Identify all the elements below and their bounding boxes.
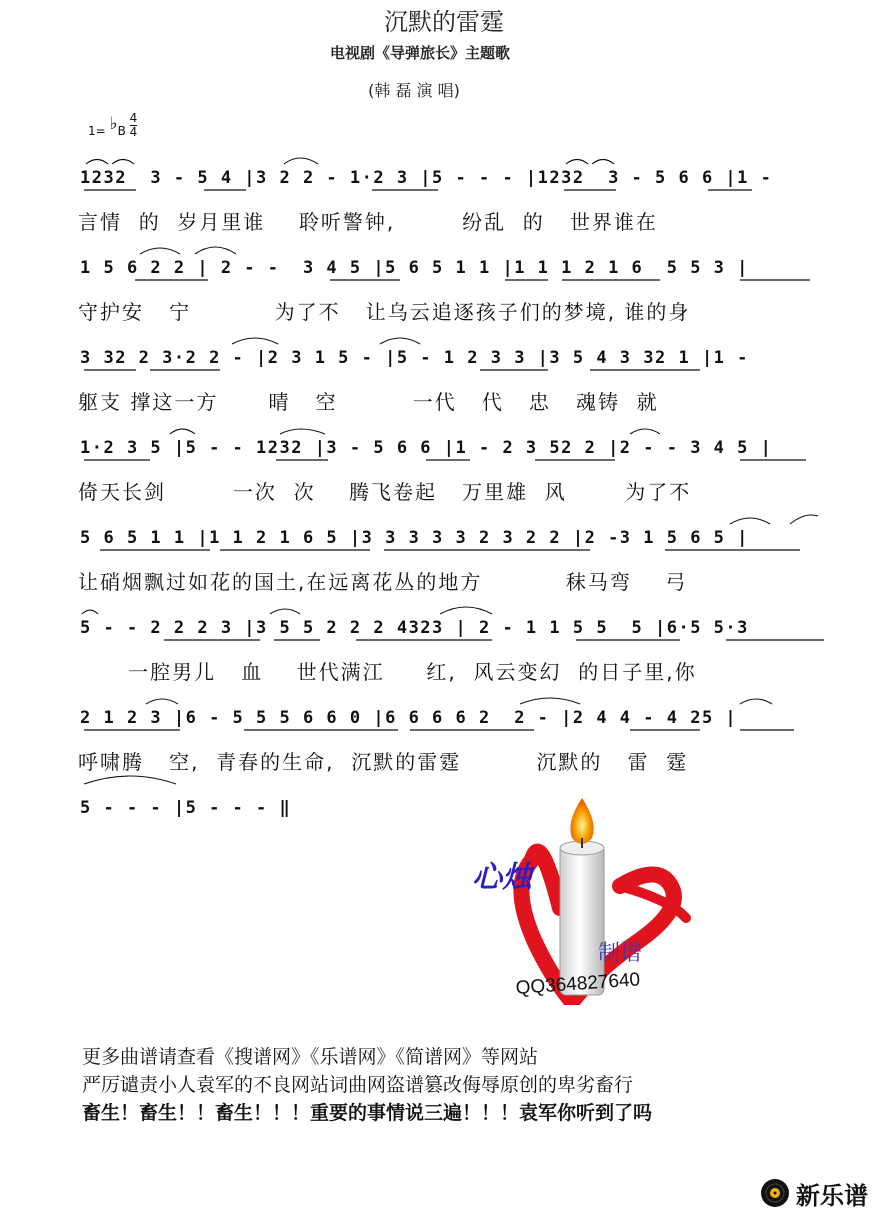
score-lyrics-7: 呼啸腾 空, 青春的生命, 沉默的雷霆 沉默的 雷 霆 (78, 750, 689, 774)
logo-text: 心烛 (472, 860, 532, 895)
song-subtitle: 电视剧《导弹旅长》主题歌 (329, 44, 510, 62)
key-prefix: 1= (88, 124, 106, 138)
score-notes-4: 1·2 3 5 |5 - - 1232 |3 - 5 6 6 |1 - 2 3 52 2 |2 - - 3 4 5 | (80, 438, 773, 458)
vinyl-record-icon (760, 1178, 790, 1208)
brand-name: 新乐谱 (796, 1181, 868, 1210)
tie-arc (592, 160, 614, 165)
tie-arc (740, 699, 772, 704)
time-bottom: 4 (129, 125, 138, 139)
score-lyrics-5: 让硝烟飘过如花的国土,在远离花丛的地方 秣马弯 弓 (78, 570, 688, 594)
tie-arc (140, 248, 180, 254)
score-lyrics-3: 躯支 撑这一方 晴 空 一代 代 忠 魂铸 就 (78, 390, 659, 414)
tie-arc (630, 429, 660, 434)
key-signature (88, 111, 138, 145)
tie-arc (730, 518, 770, 524)
tie-arc (84, 776, 176, 784)
tie-arc (380, 338, 420, 344)
footer-line-2: 严厉谴责小人袁军的不良网站词曲网盗谱篡改侮辱原创的卑劣畜行 (82, 1074, 634, 1096)
tie-arc (195, 247, 236, 254)
score-notes-5: 5 6 5 1 1 |1 1 2 1 6 5 |3 3 3 3 3 2 3 2 2 |2 -3 1 5 6 5 | (80, 528, 749, 548)
footer-line-3: 畜生！畜生！！畜生！！！重要的事情说三遍！！！袁军你听到了吗 (82, 1102, 653, 1124)
tie-arc (270, 609, 300, 614)
tie-arc (112, 160, 134, 165)
score-notes-2: 1 5 6 2 2 | 2 - - 3 4 5 |5 6 5 1 1 |1 1 1 2 1 6 5 5 3 | (80, 258, 749, 278)
tie-arc (170, 429, 195, 434)
score-notes-1: 1232 3 - 5 4 |3 2 2 - 1·2 3 |5 - - - |1232 3 - 5 6 6 |1 - (80, 168, 773, 188)
tie-arc (232, 338, 278, 344)
flat-sign: ♭ (109, 114, 118, 134)
score-notes-6: 5 - - 2 2 2 3 |3 5 5 2 2 2 4323 | 2 - 1 1 5 5 5 |6·5 5·3 (80, 618, 749, 638)
song-title: 沉默的雷霆 (384, 8, 504, 36)
time-signature (130, 112, 138, 139)
tie-arc (440, 607, 492, 614)
score-lyrics-6: 一腔男儿 血 世代满江 红, 风云变幻 的日子里,你 (78, 660, 697, 684)
score-notes-8: 5 - - - |5 - - - ‖ (80, 798, 292, 818)
tie-arc (566, 160, 588, 165)
time-top: 4 (129, 111, 138, 125)
maker-label: 制谱 (598, 941, 643, 966)
singer-credit: (韩 磊 演 唱) (368, 81, 460, 100)
tie-arc (284, 158, 318, 164)
score-lyrics-2: 守护安 宁 为了不 让乌云追逐孩子们的梦境, 谁的身 (78, 300, 691, 324)
score-notes-7: 2 1 2 3 |6 - 5 5 5 6 6 0 |6 6 6 6 2 2 - |2 4 4 - 4 25 | (80, 708, 738, 728)
brand-logo[interactable] (760, 1176, 868, 1210)
tie-arc (280, 429, 325, 434)
tie-arc (146, 699, 178, 704)
tie-arc (86, 160, 108, 165)
score-notes-3: 3 32 2 3·2 2 - |2 3 1 5 - |5 - 1 2 3 3 |3 5 4 3 32 1 |1 - (80, 348, 749, 368)
tie-arc (82, 610, 98, 614)
score-lyrics-1: 言情 的 岁月里谁 聆听警钟, 纷乱 的 世界谁在 (78, 210, 658, 234)
key-note: B (117, 124, 126, 138)
qq-number: QQ364827640 (515, 969, 641, 999)
tie-arc (520, 698, 580, 704)
tie-arc (790, 515, 818, 524)
footer-line-1: 更多曲谱请查看《搜谱网》《乐谱网》《简谱网》等网站 (82, 1046, 539, 1068)
score-lyrics-4: 倚天长剑 一次 次 腾飞卷起 万里雄 风 为了不 (78, 480, 692, 504)
